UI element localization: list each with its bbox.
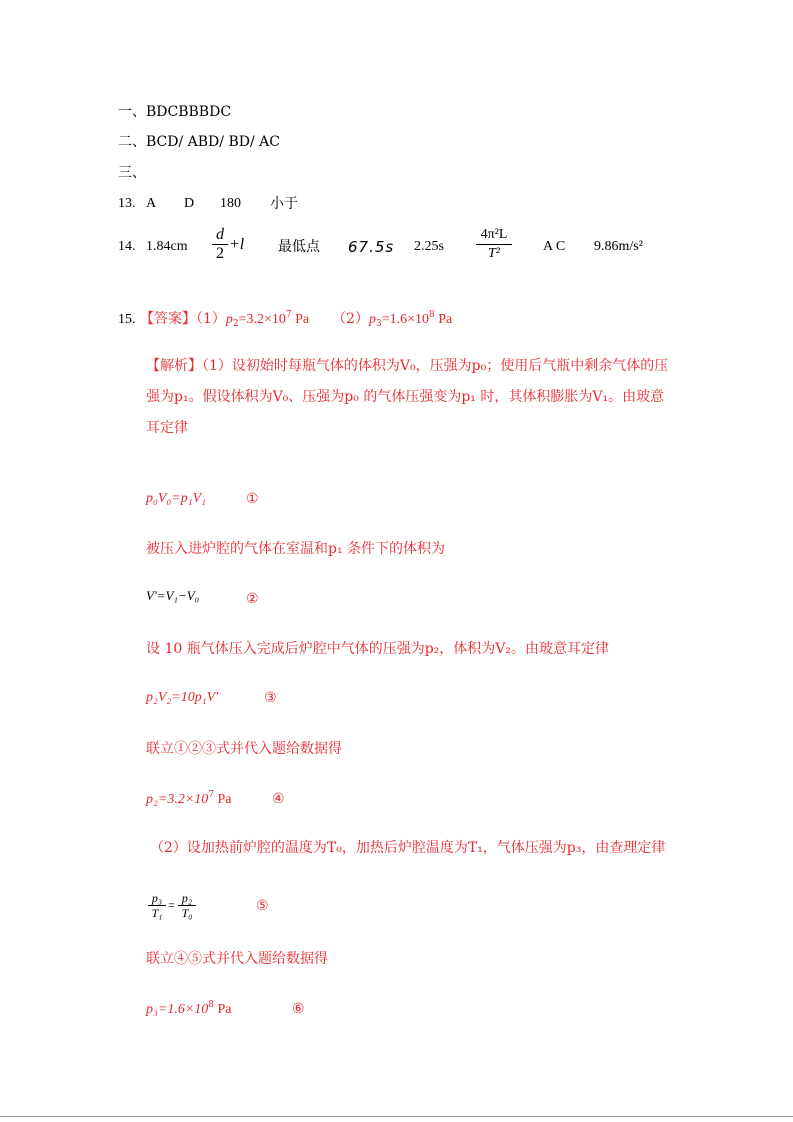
q14-fraction-g bbox=[476, 226, 512, 263]
question-15-answer bbox=[118, 311, 452, 328]
equation-5-right-fraction bbox=[178, 891, 196, 920]
equation-6-unit: Pa bbox=[214, 1002, 232, 1017]
q14-answer-8: 9.86m/s² bbox=[594, 239, 643, 254]
q15-answer-tag: 【答案】 bbox=[139, 311, 196, 327]
analysis-text-1: （1）设初始时每瓶气体的体积为V₀，压强为p₀；使用后气瓶中剩余气体的压 bbox=[202, 358, 669, 374]
q14-answer-7: A C bbox=[543, 239, 566, 254]
analysis-sentence-3: 设 10 瓶气体压入完成后炉腔中气体的压强为p₂，体积为V₂。由玻意耳定律 bbox=[146, 641, 610, 657]
q14-g-denominator: T² bbox=[488, 246, 500, 261]
q14-frac-numerator: d bbox=[216, 226, 224, 243]
q15-part2-unit: Pa bbox=[434, 312, 453, 327]
q15-part1-label: （1） bbox=[195, 311, 226, 327]
section2-answers: 二、BCD/ ABD/ BD/ AC bbox=[118, 134, 280, 150]
equation-5-left-fraction bbox=[148, 891, 166, 920]
q15-part2-sub: 3 bbox=[375, 319, 382, 329]
q15-part2-label: （2） bbox=[332, 311, 369, 327]
q13-number: 13. bbox=[118, 196, 136, 211]
equation-5-right-num: p₂ bbox=[181, 891, 193, 905]
q15-part2-value: =1.6×10 bbox=[381, 312, 429, 327]
equation-5-left-num: p₃ bbox=[151, 891, 163, 905]
analysis-paragraph-line-1 bbox=[146, 358, 668, 374]
analysis-sentence-2: 被压入进炉腔的气体在室温和p₁ 条件下的体积为 bbox=[146, 541, 446, 557]
equation-6-exp: 8 bbox=[208, 1000, 214, 1010]
q15-part2-exp: 8 bbox=[429, 310, 435, 320]
section3-label: 三、 bbox=[118, 165, 146, 181]
page-bottom-divider bbox=[0, 1116, 793, 1117]
analysis-tag: 【解析】 bbox=[146, 358, 202, 374]
equation-5-left-den: T₁ bbox=[151, 906, 163, 920]
equation-2-mark: ② bbox=[246, 591, 259, 607]
q14-answer-1: 1.84cm bbox=[146, 239, 188, 254]
q15-part1-value: =3.2×10 bbox=[238, 312, 286, 327]
q15-part1-sub: 2 bbox=[232, 319, 239, 329]
equation-4-unit: Pa bbox=[214, 792, 232, 807]
q14-frac-denominator: 2 bbox=[216, 245, 224, 262]
equation-4-mark: ④ bbox=[272, 791, 285, 807]
equation-5-right-den: T₀ bbox=[181, 906, 193, 920]
analysis-paragraph-line-2: 强为p₁。假设体积为V₀、压强为p₀ 的气体压强变为p₁ 时，其体积膨胀为V₁。由玻意 bbox=[146, 389, 665, 405]
q15-part2-var: p bbox=[368, 312, 376, 327]
equation-4 bbox=[146, 791, 232, 808]
analysis-paragraph-line-3: 耳定律 bbox=[146, 420, 188, 436]
equation-6 bbox=[146, 1001, 232, 1018]
q13-answer-2: D bbox=[184, 196, 195, 211]
equation-3-mark: ③ bbox=[264, 690, 277, 706]
q14-fraction-d-over-2 bbox=[212, 226, 228, 263]
q15-part1-exp: 7 bbox=[285, 310, 292, 320]
q14-answer-3: 最低点 bbox=[278, 239, 320, 255]
equation-5-mark: ⑤ bbox=[256, 898, 269, 914]
q15-number: 15. bbox=[118, 312, 136, 327]
equation-1-mark: ① bbox=[246, 491, 259, 507]
q14-plus-l: +l bbox=[229, 236, 245, 253]
equation-6-mark: ⑥ bbox=[292, 1001, 305, 1017]
q13-answer-3: 180 bbox=[220, 196, 241, 211]
equation-6-body: p₃=1.6×10 bbox=[146, 1002, 209, 1017]
q13-answer-4: 小于 bbox=[270, 196, 298, 212]
equation-5-equals: = bbox=[168, 898, 175, 912]
equation-4-exp: 7 bbox=[208, 790, 214, 800]
equation-3: p₂V₂=10p₁V' bbox=[146, 690, 219, 705]
equation-1: p₀V₀=p₁V₁ bbox=[146, 491, 207, 506]
q13-answer-1: A bbox=[146, 196, 157, 211]
section1-answers: 一、BDCBBBDC bbox=[118, 104, 232, 120]
q14-g-numerator: 4π²L bbox=[480, 227, 508, 242]
equation-4-body: p₂=3.2×10 bbox=[146, 792, 209, 807]
q14-answer-5: 2.25s bbox=[414, 239, 444, 254]
q15-part1-unit: Pa bbox=[291, 312, 310, 327]
q14-answer-4: 67.5s bbox=[348, 238, 395, 256]
q15-part1-var: p bbox=[225, 312, 233, 327]
analysis-sentence-4: 联立①②③式并代入题给数据得 bbox=[146, 741, 342, 757]
analysis-sentence-5: （2）设加热前炉腔的温度为T₀，加热后炉腔温度为T₁，气体压强为p₃，由查理定律 bbox=[150, 840, 666, 856]
equation-2: V'=V₁−V₀ bbox=[146, 588, 200, 603]
analysis-sentence-6: 联立④⑤式并代入题给数据得 bbox=[146, 951, 328, 967]
q14-number: 14. bbox=[118, 239, 136, 254]
